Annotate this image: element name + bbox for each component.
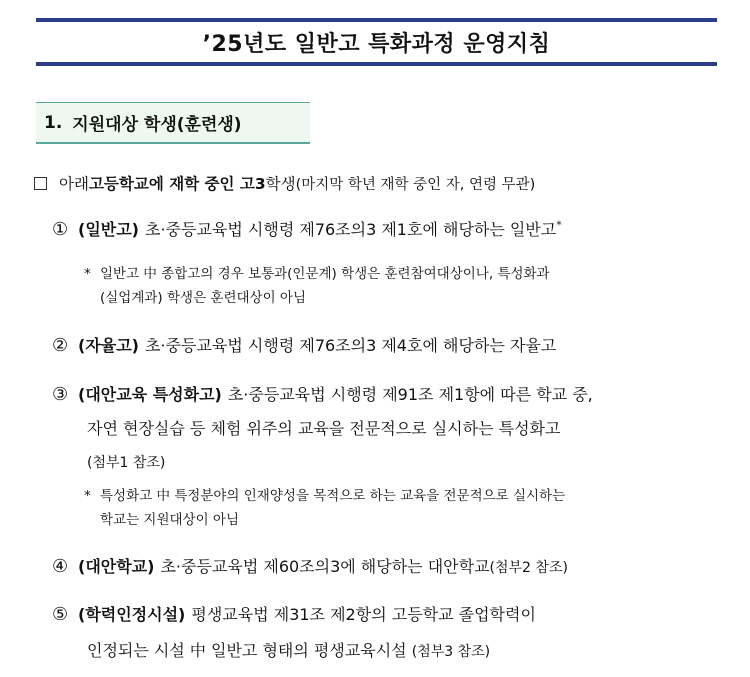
item-marker: ④: [52, 556, 69, 577]
item-text: 평생교육법 제31조 제2항의 고등학교 졸업학력이: [191, 605, 536, 624]
item-name: (대안교육 특성화고): [78, 385, 222, 404]
list-item-alternative-specialized: [52, 378, 593, 411]
item-name: (대안학교): [78, 557, 155, 576]
item-reference: (첨부1 참조): [87, 455, 166, 471]
section-heading: [36, 102, 310, 144]
item-marker: ⑤: [52, 604, 69, 625]
list-item-alternative-school: [52, 550, 568, 585]
list-item-autonomous-high: [52, 329, 556, 362]
lead-line: [34, 172, 535, 194]
lead-bold: 고등학교에 재학 중인 고3: [88, 175, 266, 193]
list-item-general-high: [52, 213, 562, 246]
item-text: 초·중등교육법 시행령 제76조의3 제1호에 해당하는 일반고: [145, 220, 557, 239]
item-text: 초·중등교육법 시행령 제76조의3 제4호에 해당하는 자율고: [145, 336, 557, 355]
item-continuation: [87, 638, 490, 661]
note-star: *: [84, 266, 91, 282]
lead-prefix: 아래: [59, 175, 89, 193]
item-text: 초·중등교육법 제60조의3에 해당하는 대안학교: [160, 557, 490, 576]
item-continuation: 자연 현장실습 등 체험 위주의 교육을 전문적으로 실시하는 특성화고: [87, 419, 561, 438]
footnote-mark: *: [556, 218, 562, 232]
item-continuation-text: 인정되는 시설 中 일반고 형태의 평생교육시설: [87, 641, 407, 660]
item-name: (일반고): [78, 220, 139, 239]
section-title: 지원대상 학생(훈련생): [72, 115, 242, 135]
note-line1: 일반고 中 종합고의 경우 보통과(인문계) 학생은 훈련참여대상이나, 특성화과: [100, 266, 550, 282]
item-marker: ②: [52, 335, 69, 356]
list-item-accredited-facility: [52, 598, 536, 631]
item-name: (자율고): [78, 336, 139, 355]
page-title: ’25년도 일반고 특화과정 운영지침: [202, 31, 551, 57]
lead-suffix: 학생: [265, 175, 296, 193]
note-general-high: [84, 262, 550, 310]
item-text: 초·중등교육법 시행령 제91조 제1항에 따른 학교 중,: [227, 385, 593, 404]
note-line2: 학교는 지원대상이 아님: [100, 512, 239, 528]
lead-paren: (마지막 학년 재학 중인 자, 연령 무관): [295, 176, 536, 193]
checkbox-icon: [34, 177, 47, 190]
note-specialized: [84, 484, 565, 532]
item-marker: ③: [52, 384, 69, 405]
title-bar: [36, 18, 717, 66]
note-line1: 특성화고 中 특정분야의 인재양성을 목적으로 하는 교육을 전문적으로 실시하는: [100, 488, 566, 504]
item-reference: (첨부2 참조): [489, 560, 568, 576]
item-name: (학력인정시설): [78, 605, 186, 624]
note-line2: (실업계과) 학생은 훈련대상이 아님: [100, 290, 306, 306]
section-number: 1.: [44, 112, 63, 133]
item-marker: ①: [52, 219, 69, 240]
item-reference: (첨부3 참조): [411, 644, 491, 660]
note-star: *: [84, 488, 91, 504]
